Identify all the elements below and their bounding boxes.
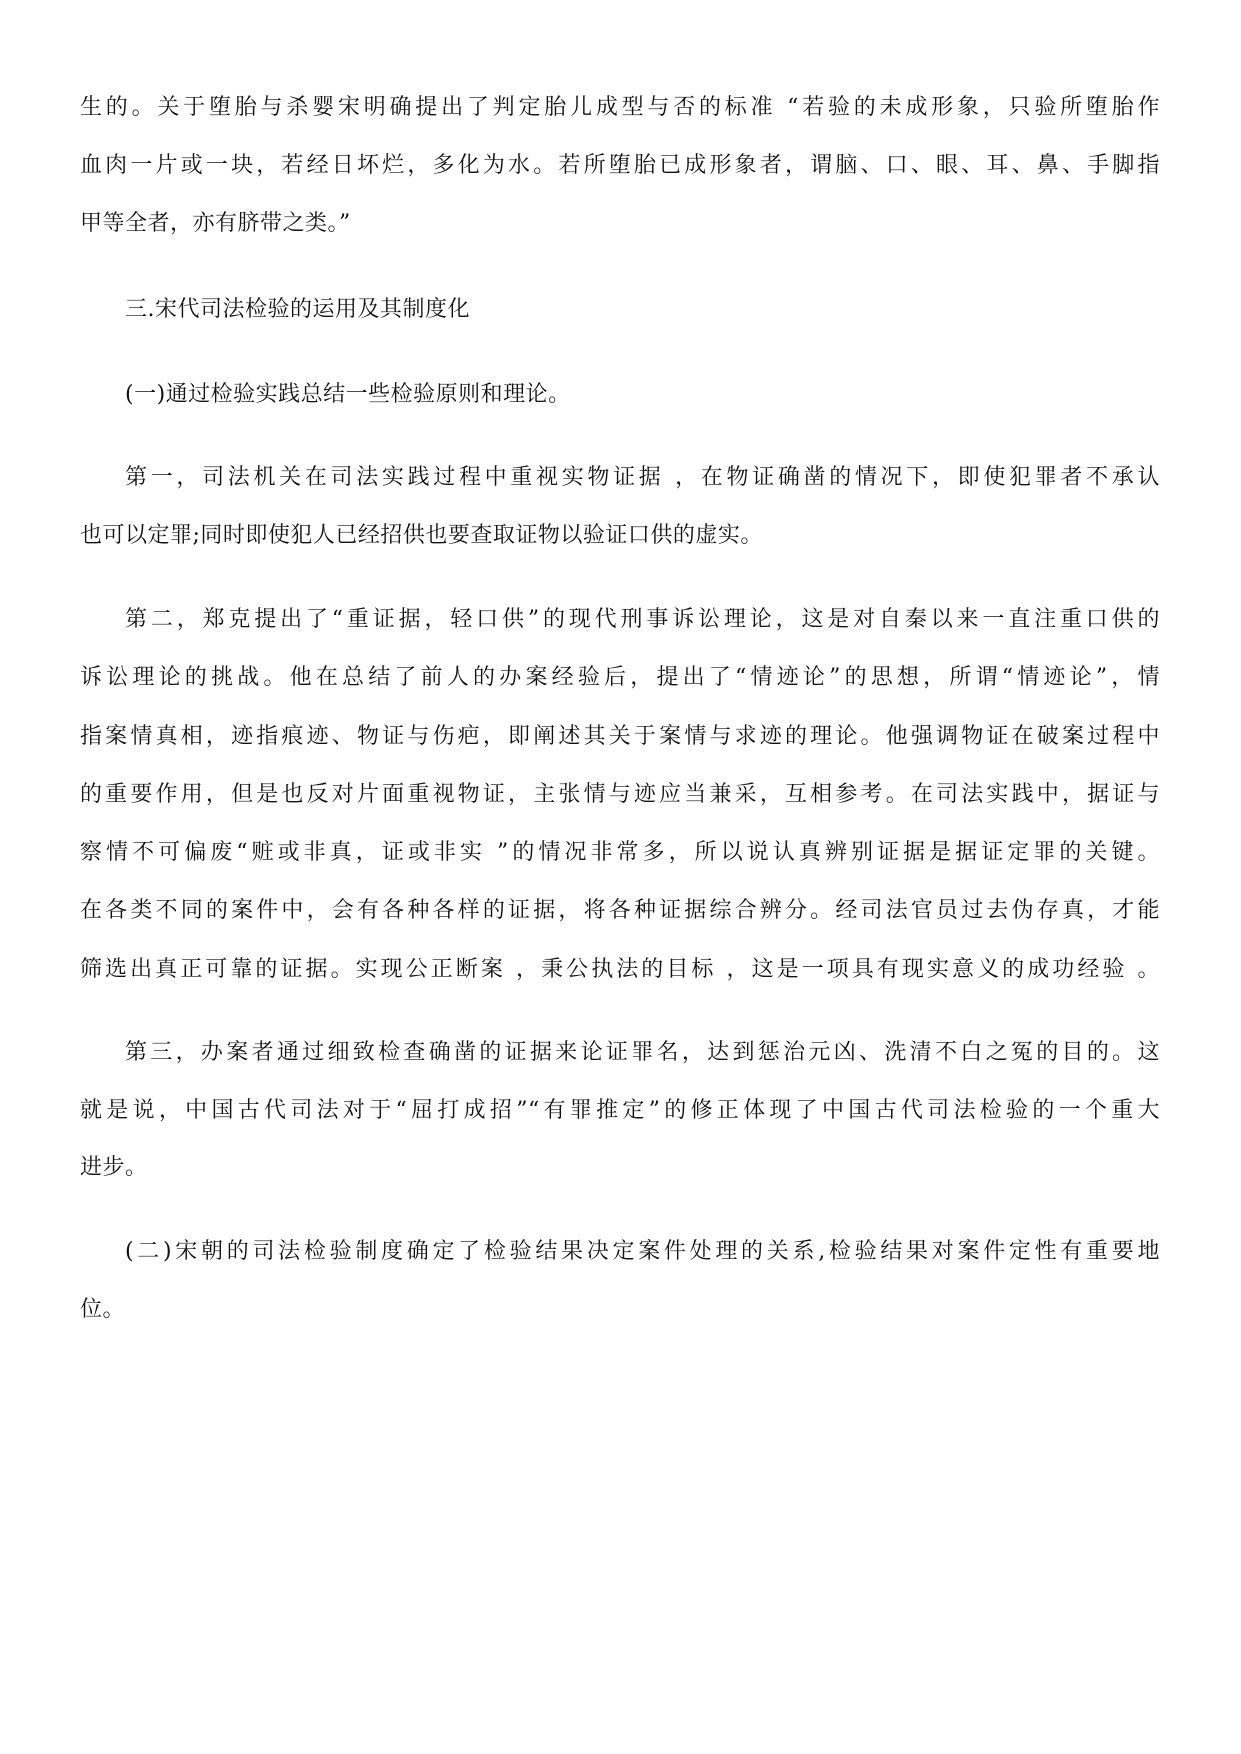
text-line: 第一，司法机关在司法实践过程中重视实物证据 ，在物证确凿的情况下，即使犯罪者不承认 [125,465,1160,490]
text-line: 察情不可偏废“赃或非真，证或非实 ”的情况非常多，所以说认真辨别证据是据证定罪的关键。 [80,840,1160,865]
text-line: 的重要作用，但是也反对片面重视物证，主张情与迹应当兼采，互相参考。在司法实践中，据证与 [80,782,1160,807]
text-line: 也可以定罪;同时即使犯人已经招供也要查取证物以验证口供的虚实。 [80,523,763,548]
text-line: 在各类不同的案件中，会有各种各样的证据，将各种证据综合辨分。经司法官员过去伪存真，才能 [80,898,1160,923]
text-line: 血肉一片或一块，若经日坏烂，多化为水。若所堕胎已成形象者，谓脑、口、眼、耳、鼻、手脚指 [80,153,1160,178]
text-line: 生的。关于堕胎与杀婴宋明确提出了判定胎儿成型与否的标准 “若验的未成形象，只验所堕胎作 [80,95,1160,120]
subheading: (一)通过检验实践总结一些检验原则和理论。 [125,382,571,407]
subheading: (二)宋朝的司法检验制度确定了检验结果决定案件处理的关系,检验结果对案件定性有重要地 [125,1239,1160,1264]
text-line: 进步。 [80,1155,148,1180]
text-line: 第二，郑克提出了“重证据，轻口供”的现代刑事诉讼理论，这是对自秦以来一直注重口供的 [125,607,1160,632]
subheading: 位。 [80,1297,126,1322]
text-line: 甲等全者，亦有脐带之类。” [80,211,351,236]
text-line: 诉讼理论的挑战。他在总结了前人的办案经验后，提出了“情迹论”的思想，所谓“情迹论”，情 [80,665,1160,690]
section-heading: 三.宋代司法检验的运用及其制度化 [125,297,470,322]
text-line: 指案情真相，迹指痕迹、物证与伤疤，即阐述其关于案情与求迹的理论。他强调物证在破案过程中 [80,724,1160,749]
text-line: 第三，办案者通过细致检查确凿的证据来论证罪名，达到惩治元凶、洗清不白之冤的目的。这 [125,1040,1160,1065]
text-line: 筛选出真正可靠的证据。实现公正断案 ，秉公执法的目标 ，这是一项具有现实意义的成功经验 。 [80,957,1160,982]
text-line: 就是说，中国古代司法对于“屈打成招”“有罪推定”的修正体现了中国古代司法检验的一个重大 [80,1098,1160,1123]
